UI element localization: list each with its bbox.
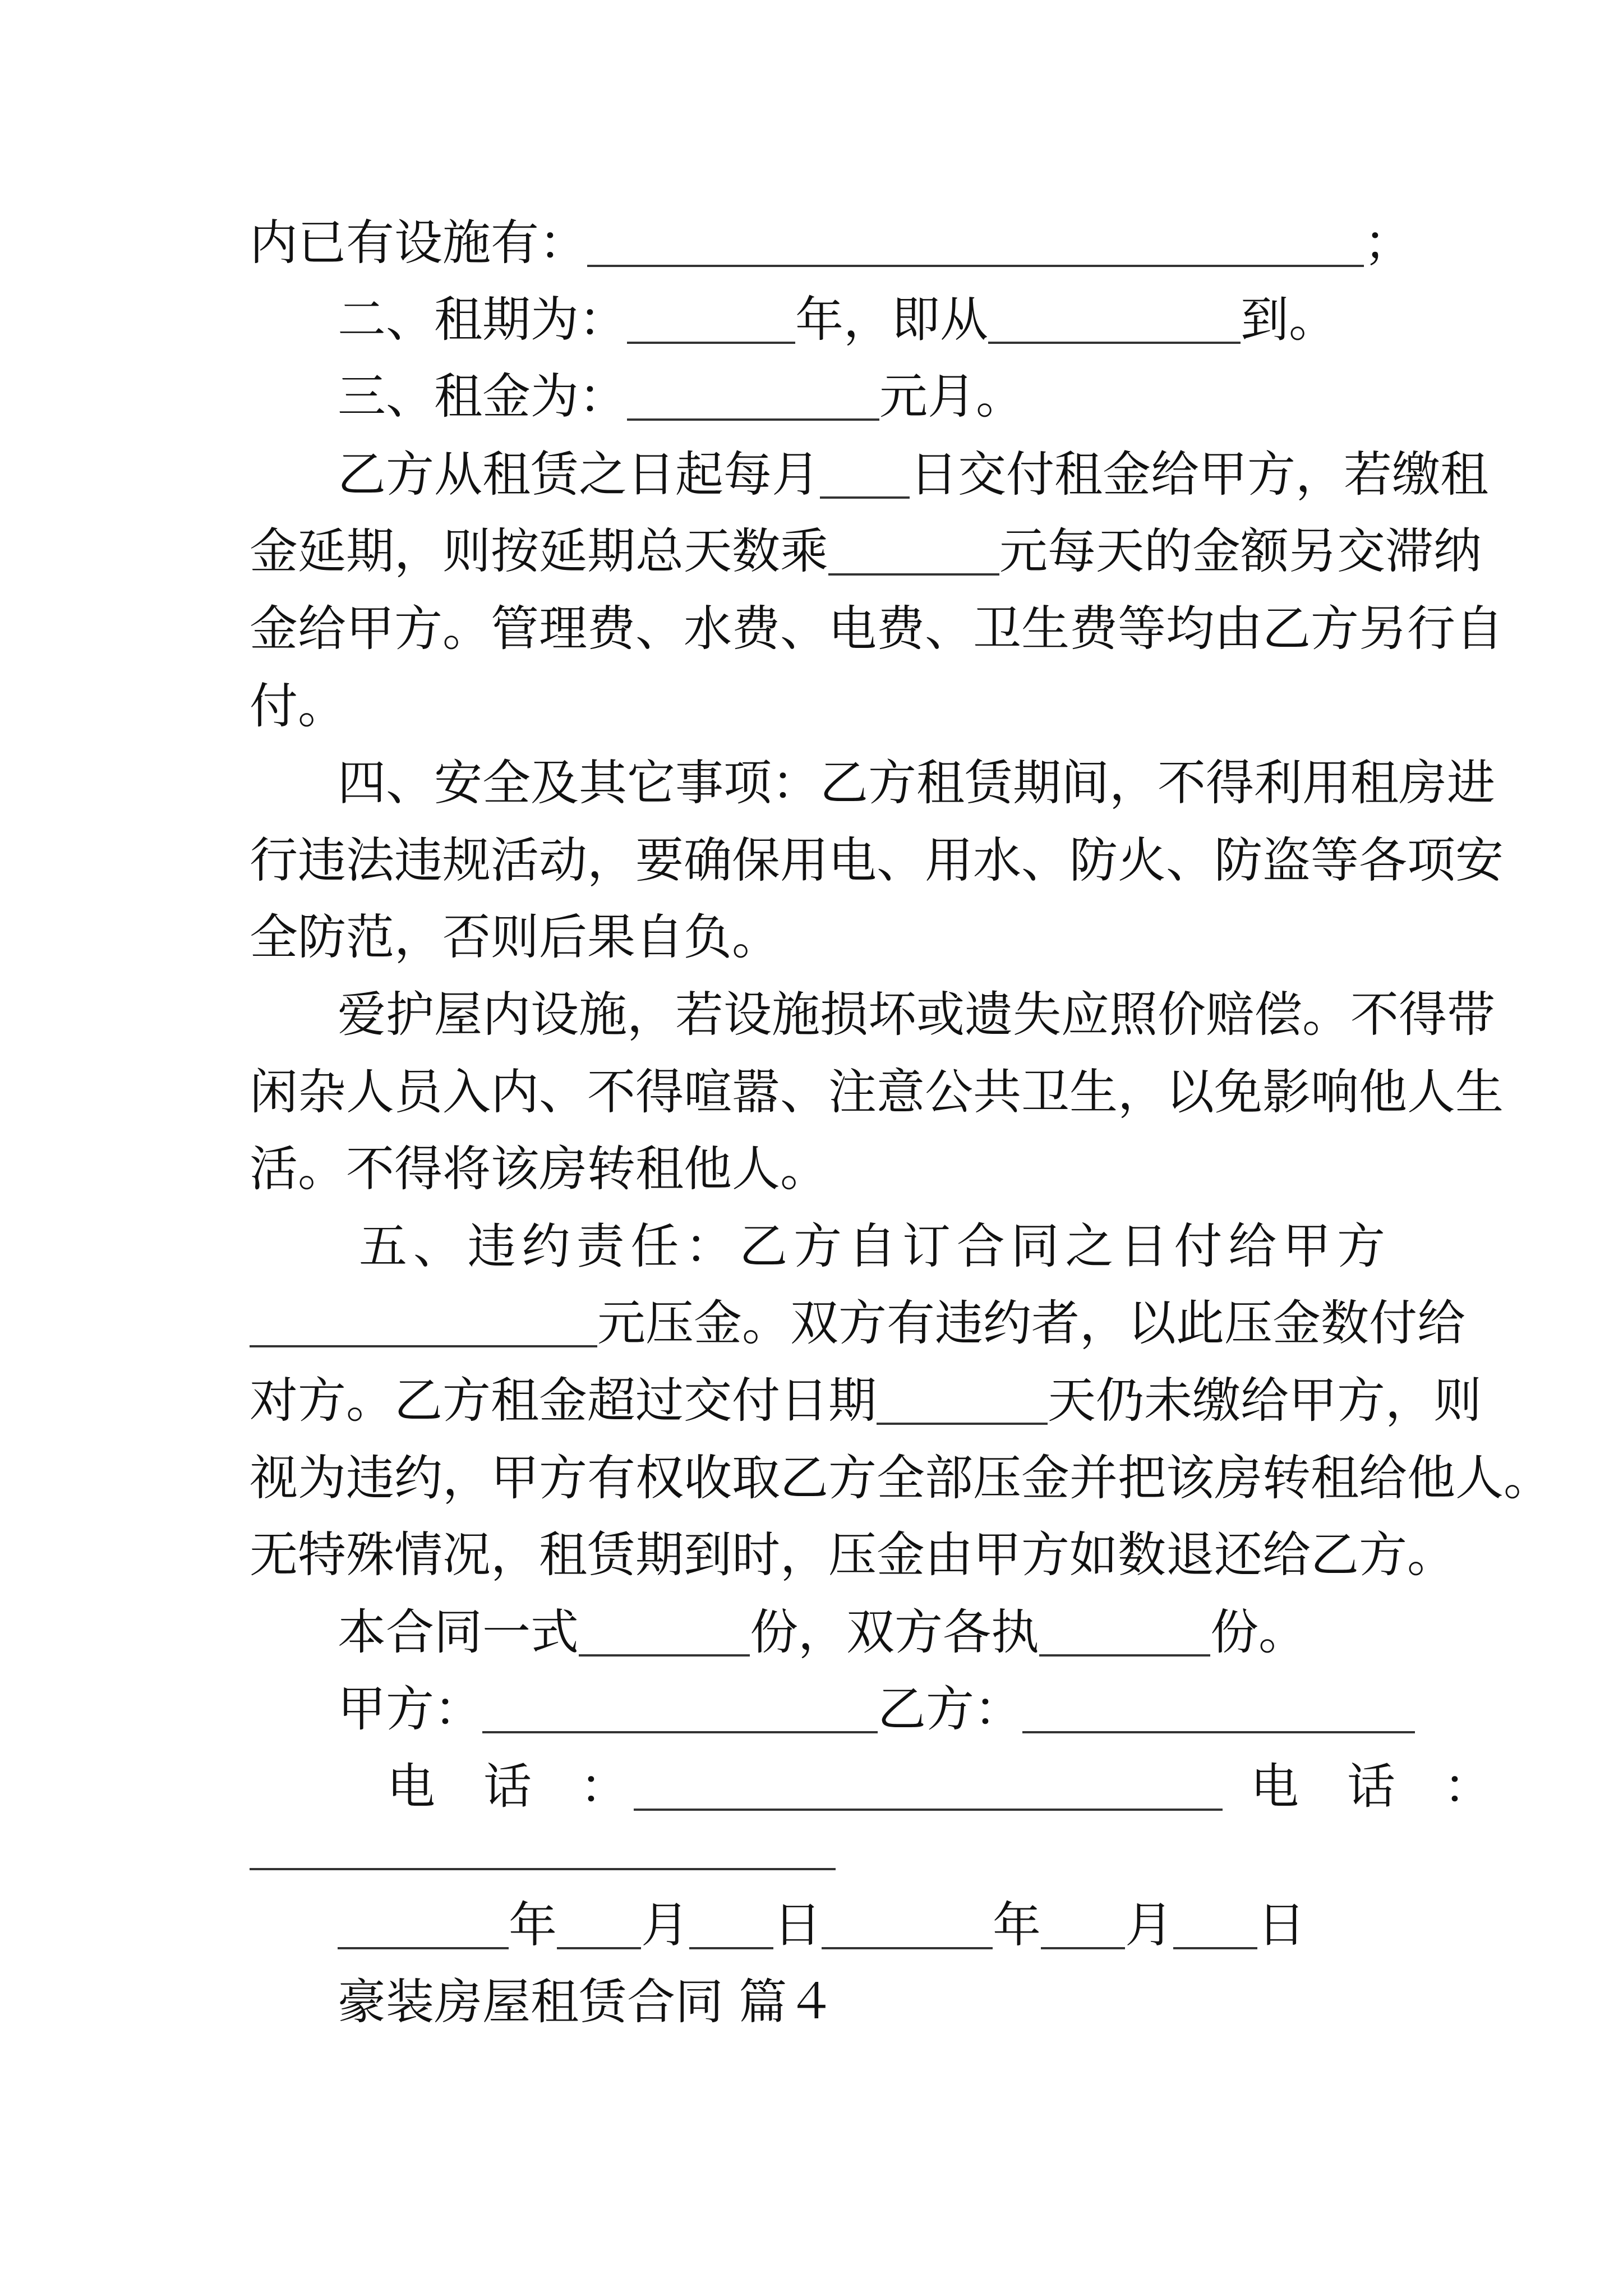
safety-heading-line: 四、安全及其它事项：乙方租赁期间，不得利用租房进 — [338, 755, 1495, 811]
party-a-label: 甲方： — [338, 1681, 482, 1737]
rent-label: 三、租金为： — [338, 369, 627, 425]
deposit-blank — [250, 1345, 597, 1347]
party-a-blank — [482, 1731, 878, 1733]
party-b-blank — [1022, 1731, 1415, 1733]
copies-each-blank — [1039, 1654, 1210, 1657]
late-fee-blank — [828, 573, 999, 576]
lease-term-label: 二、租期为： — [338, 292, 627, 348]
rent-line: 三、租金为： 元月。 — [338, 369, 1024, 425]
payment-day-blank — [820, 496, 910, 499]
date-b-day-blank — [1173, 1947, 1257, 1949]
copies-line: 本合同一式 份，双方各执 份。 — [338, 1604, 1307, 1660]
late-fee-line: 金延期，则按延期总天数乘 元每天的金额另交滞纳 — [250, 523, 1482, 579]
paragraph-line: 全防范，否则后果自负。 — [250, 909, 780, 965]
party-a-phone-blank — [634, 1809, 1223, 1811]
next-section-title: 豪装房屋租赁合同 篇４ — [338, 1974, 836, 2030]
rent-amount-blank — [627, 418, 879, 421]
breach-heading-line: 五、违约责任：乙方自订合同之日付给甲方 — [359, 1218, 1385, 1274]
facilities-label: 内已有设施有： — [250, 215, 587, 271]
payment-day-line: 乙方从租赁之日起每月 日交付租金给甲方，若缴租 — [338, 447, 1488, 503]
deposit-line: 元压金。双方有违约者，以此压金数付给 — [250, 1290, 1385, 1357]
paragraph-line: 爱护屋内设施，若设施损坏或遗失应照价赔偿。不得带 — [338, 987, 1495, 1043]
lease-start-blank — [988, 342, 1241, 344]
paragraph-line: 金给甲方。管理费、水费、电费、卫生费等均由乙方另行自 — [250, 601, 1504, 657]
paragraph-line: 闲杂人员入内、不得喧嚣、注意公共卫生，以免影响他人生 — [250, 1064, 1504, 1120]
party-b-phone-label: 电 话 ： — [1251, 1759, 1492, 1815]
date-b-year-blank — [822, 1947, 993, 1949]
facilities-blank — [587, 265, 1364, 267]
lease-term-line: 二、租期为： 年，即从 到。 — [338, 292, 1337, 348]
paragraph-line: 付。 — [250, 678, 346, 734]
paragraph-line: 行违法违规活动，要确保用电、用水、防火、防盗等各项安 — [250, 832, 1504, 889]
party-b-phone-blank — [250, 1868, 836, 1870]
date-line: 年 月 日 年 月 日 — [338, 1892, 1385, 1959]
phone-line — [387, 1753, 1492, 1820]
date-a-day-blank — [689, 1947, 773, 1949]
lease-years-blank — [627, 342, 795, 344]
parties-line — [338, 1676, 1385, 1743]
paragraph-line: 视为违约，甲方有权收取乙方全部压金并把该房转租给他人。 — [250, 1450, 1552, 1506]
party-a-phone-label: 电 话 ： — [387, 1759, 628, 1815]
paragraph-line: 活。不得将该房转租他人。 — [250, 1141, 828, 1197]
date-a-year-blank — [338, 1947, 509, 1949]
party-b-label: 乙方： — [878, 1681, 1022, 1737]
overdue-line: 对方。乙方租金超过交付日期 天仍未缴给甲方，则 — [250, 1373, 1482, 1429]
paragraph-line: 无特殊情况，租赁期到时，压金由甲方如数退还给乙方。 — [250, 1527, 1455, 1583]
date-b-month-blank — [1041, 1947, 1125, 1949]
overdue-days-blank — [877, 1423, 1048, 1425]
facilities-line: 内已有设施有： ； — [250, 215, 1412, 271]
copies-total-blank — [579, 1654, 750, 1657]
date-a-month-blank — [557, 1947, 641, 1949]
